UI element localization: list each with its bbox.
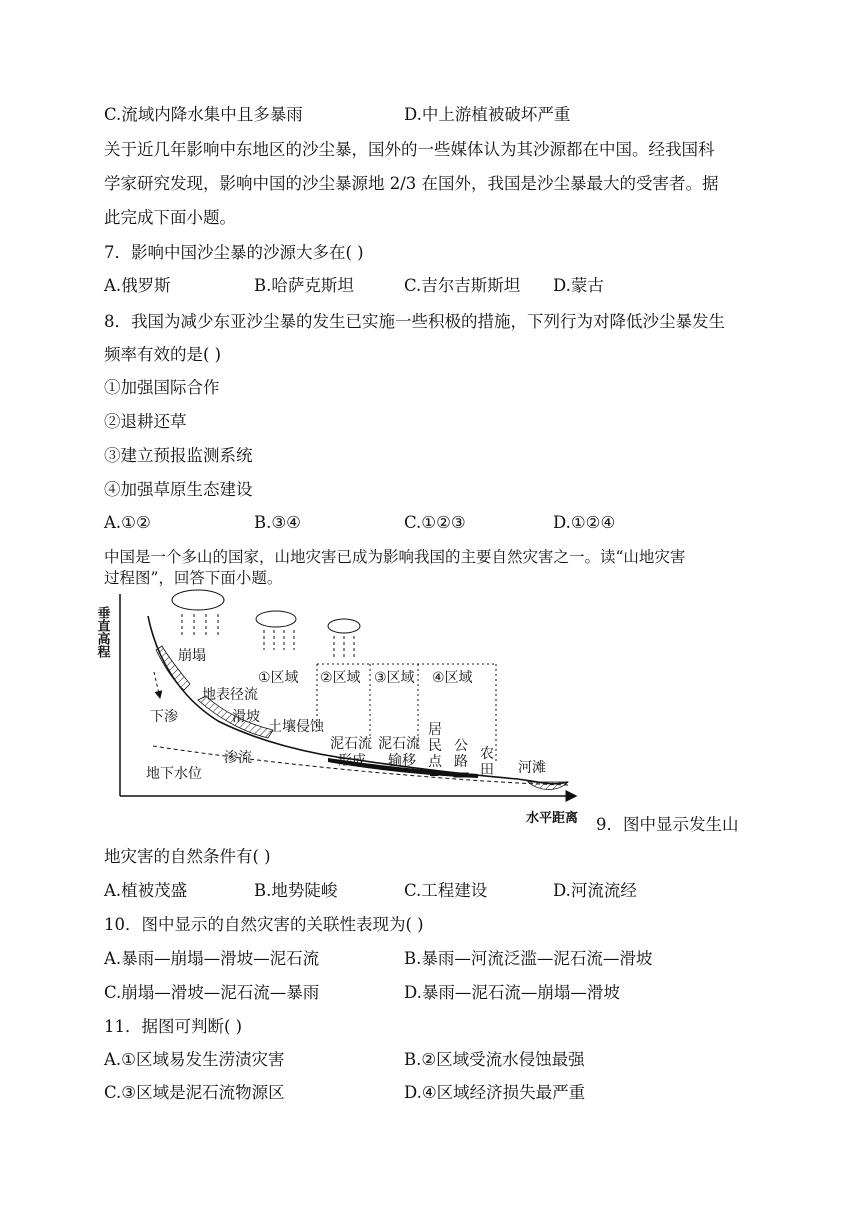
q8-option-b: B.③④ — [254, 513, 301, 532]
passage1-line2: 学家研究发现，影响中国的沙尘暴源地 2/3 在国外，我国是沙尘暴最大的受害者。据 — [104, 174, 719, 193]
x-axis-label: 水平距离 — [526, 811, 579, 826]
passage2-line1: 中国是一个多山的国家，山地灾害已成为影响我国的主要自然灾害之一。读“山地灾害 — [104, 548, 686, 566]
q9-option-c: C.工程建设 — [404, 881, 488, 900]
y-axis-label: 垂直高程 — [94, 606, 110, 658]
q9-option-a: A.植被茂盛 — [104, 881, 188, 900]
label-surface-runoff: 地表径流 — [202, 687, 258, 703]
passage2-line2: 过程图”，回答下面小题。 — [104, 569, 283, 587]
cloud-icon — [328, 619, 360, 660]
q10-option-c: C.崩塌—滑坡—泥石流—暴雨 — [104, 983, 320, 1002]
label-settlement-1: 居 — [428, 722, 442, 738]
q9-option-d: D.河流流经 — [553, 881, 637, 900]
label-debris-transport-2: 输移 — [388, 753, 416, 769]
label-zone-4: ④区域 — [432, 670, 473, 686]
q6-option-d: D.中上游植被破坏严重 — [404, 105, 571, 124]
q8-option-d: D.①②④ — [553, 513, 616, 532]
q8-option-c: C.①②③ — [404, 513, 466, 532]
q8-item-1: ①加强国际合作 — [104, 378, 220, 397]
label-soil-erosion: 土壤侵蚀 — [268, 719, 324, 735]
q9-stem-part2: 地灾害的自然条件有( ) — [104, 847, 271, 866]
label-river-beach: 河滩 — [518, 760, 546, 776]
q8-stem-line2: 频率有效的是( ) — [104, 345, 222, 364]
q10-option-b: B.暴雨—河流泛滥—泥石流—滑坡 — [404, 949, 653, 968]
q10-option-a: A.暴雨—崩塌—滑坡—泥石流 — [104, 949, 320, 968]
q11-option-a: A.①区域易发生涝渍灾害 — [104, 1050, 285, 1069]
label-infiltration: 下渗 — [150, 709, 178, 725]
cloud-icon — [172, 590, 224, 636]
label-debris-formation: 泥石流 — [330, 736, 372, 752]
q7-option-d: D.蒙古 — [553, 276, 604, 295]
q7-stem: 7．影响中国沙尘暴的沙源大多在( ) — [104, 243, 364, 262]
q7-option-c: C.吉尔吉斯斯坦 — [404, 276, 521, 295]
label-seepage: 渗流 — [224, 750, 252, 766]
label-road-2: 路 — [454, 754, 468, 770]
label-collapse: 崩塌 — [178, 648, 206, 664]
q9-stem-part1: 9．图中显示发生山 — [596, 815, 739, 834]
passage1-line3: 此完成下面小题。 — [104, 208, 236, 227]
label-debris-formation-2: 形成 — [338, 753, 366, 769]
label-landslide: 滑坡 — [232, 709, 260, 725]
mountain-hazard-diagram — [94, 586, 598, 832]
label-settlement-3: 点 — [428, 754, 442, 770]
label-groundwater: 地下水位 — [146, 766, 202, 782]
q8-stem-line1: 8．我国为减少东亚沙尘暴的发生已实施一些积极的措施，下列行为对降低沙尘暴发生 — [104, 312, 725, 331]
q7-option-a: A.俄罗斯 — [104, 276, 171, 295]
q8-option-a: A.①② — [104, 513, 151, 532]
q9-option-b: B.地势陡峻 — [254, 881, 338, 900]
q6-option-c: C.流域内降水集中且多暴雨 — [104, 105, 303, 124]
house-icon — [430, 770, 438, 776]
label-farmland-1: 农 — [480, 746, 494, 762]
q10-stem: 10．图中显示的自然灾害的关联性表现为( ) — [104, 915, 424, 934]
label-zone-3: ③区域 — [374, 670, 415, 686]
label-settlement-2: 民 — [428, 738, 442, 754]
q11-option-b: B.②区域受流水侵蚀最强 — [404, 1050, 585, 1069]
label-debris-transport: 泥石流 — [378, 736, 420, 752]
q7-option-b: B.哈萨克斯坦 — [254, 276, 354, 295]
q8-item-4: ④加强草原生态建设 — [104, 480, 253, 499]
label-zone-2: ②区域 — [320, 670, 361, 686]
label-zone-1: ①区域 — [258, 670, 299, 686]
label-farmland-2: 田 — [480, 762, 494, 778]
passage1-line1: 关于近几年影响中东地区的沙尘暴，国外的一些媒体认为其沙源都在中国。经我国科 — [104, 140, 715, 159]
q10-option-d: D.暴雨—泥石流—崩塌—滑坡 — [404, 983, 620, 1002]
cloud-icon — [256, 611, 296, 650]
q11-option-c: C.③区域是泥石流物源区 — [104, 1083, 285, 1102]
river-beach — [528, 782, 568, 790]
q8-item-3: ③建立预报监测系统 — [104, 446, 253, 465]
infiltration-arrow — [154, 672, 160, 698]
q11-option-d: D.④区域经济损失最严重 — [404, 1083, 586, 1102]
q11-stem: 11．据图可判断( ) — [104, 1017, 243, 1036]
label-road-1: 公 — [454, 738, 468, 754]
q8-item-2: ②退耕还草 — [104, 412, 187, 431]
